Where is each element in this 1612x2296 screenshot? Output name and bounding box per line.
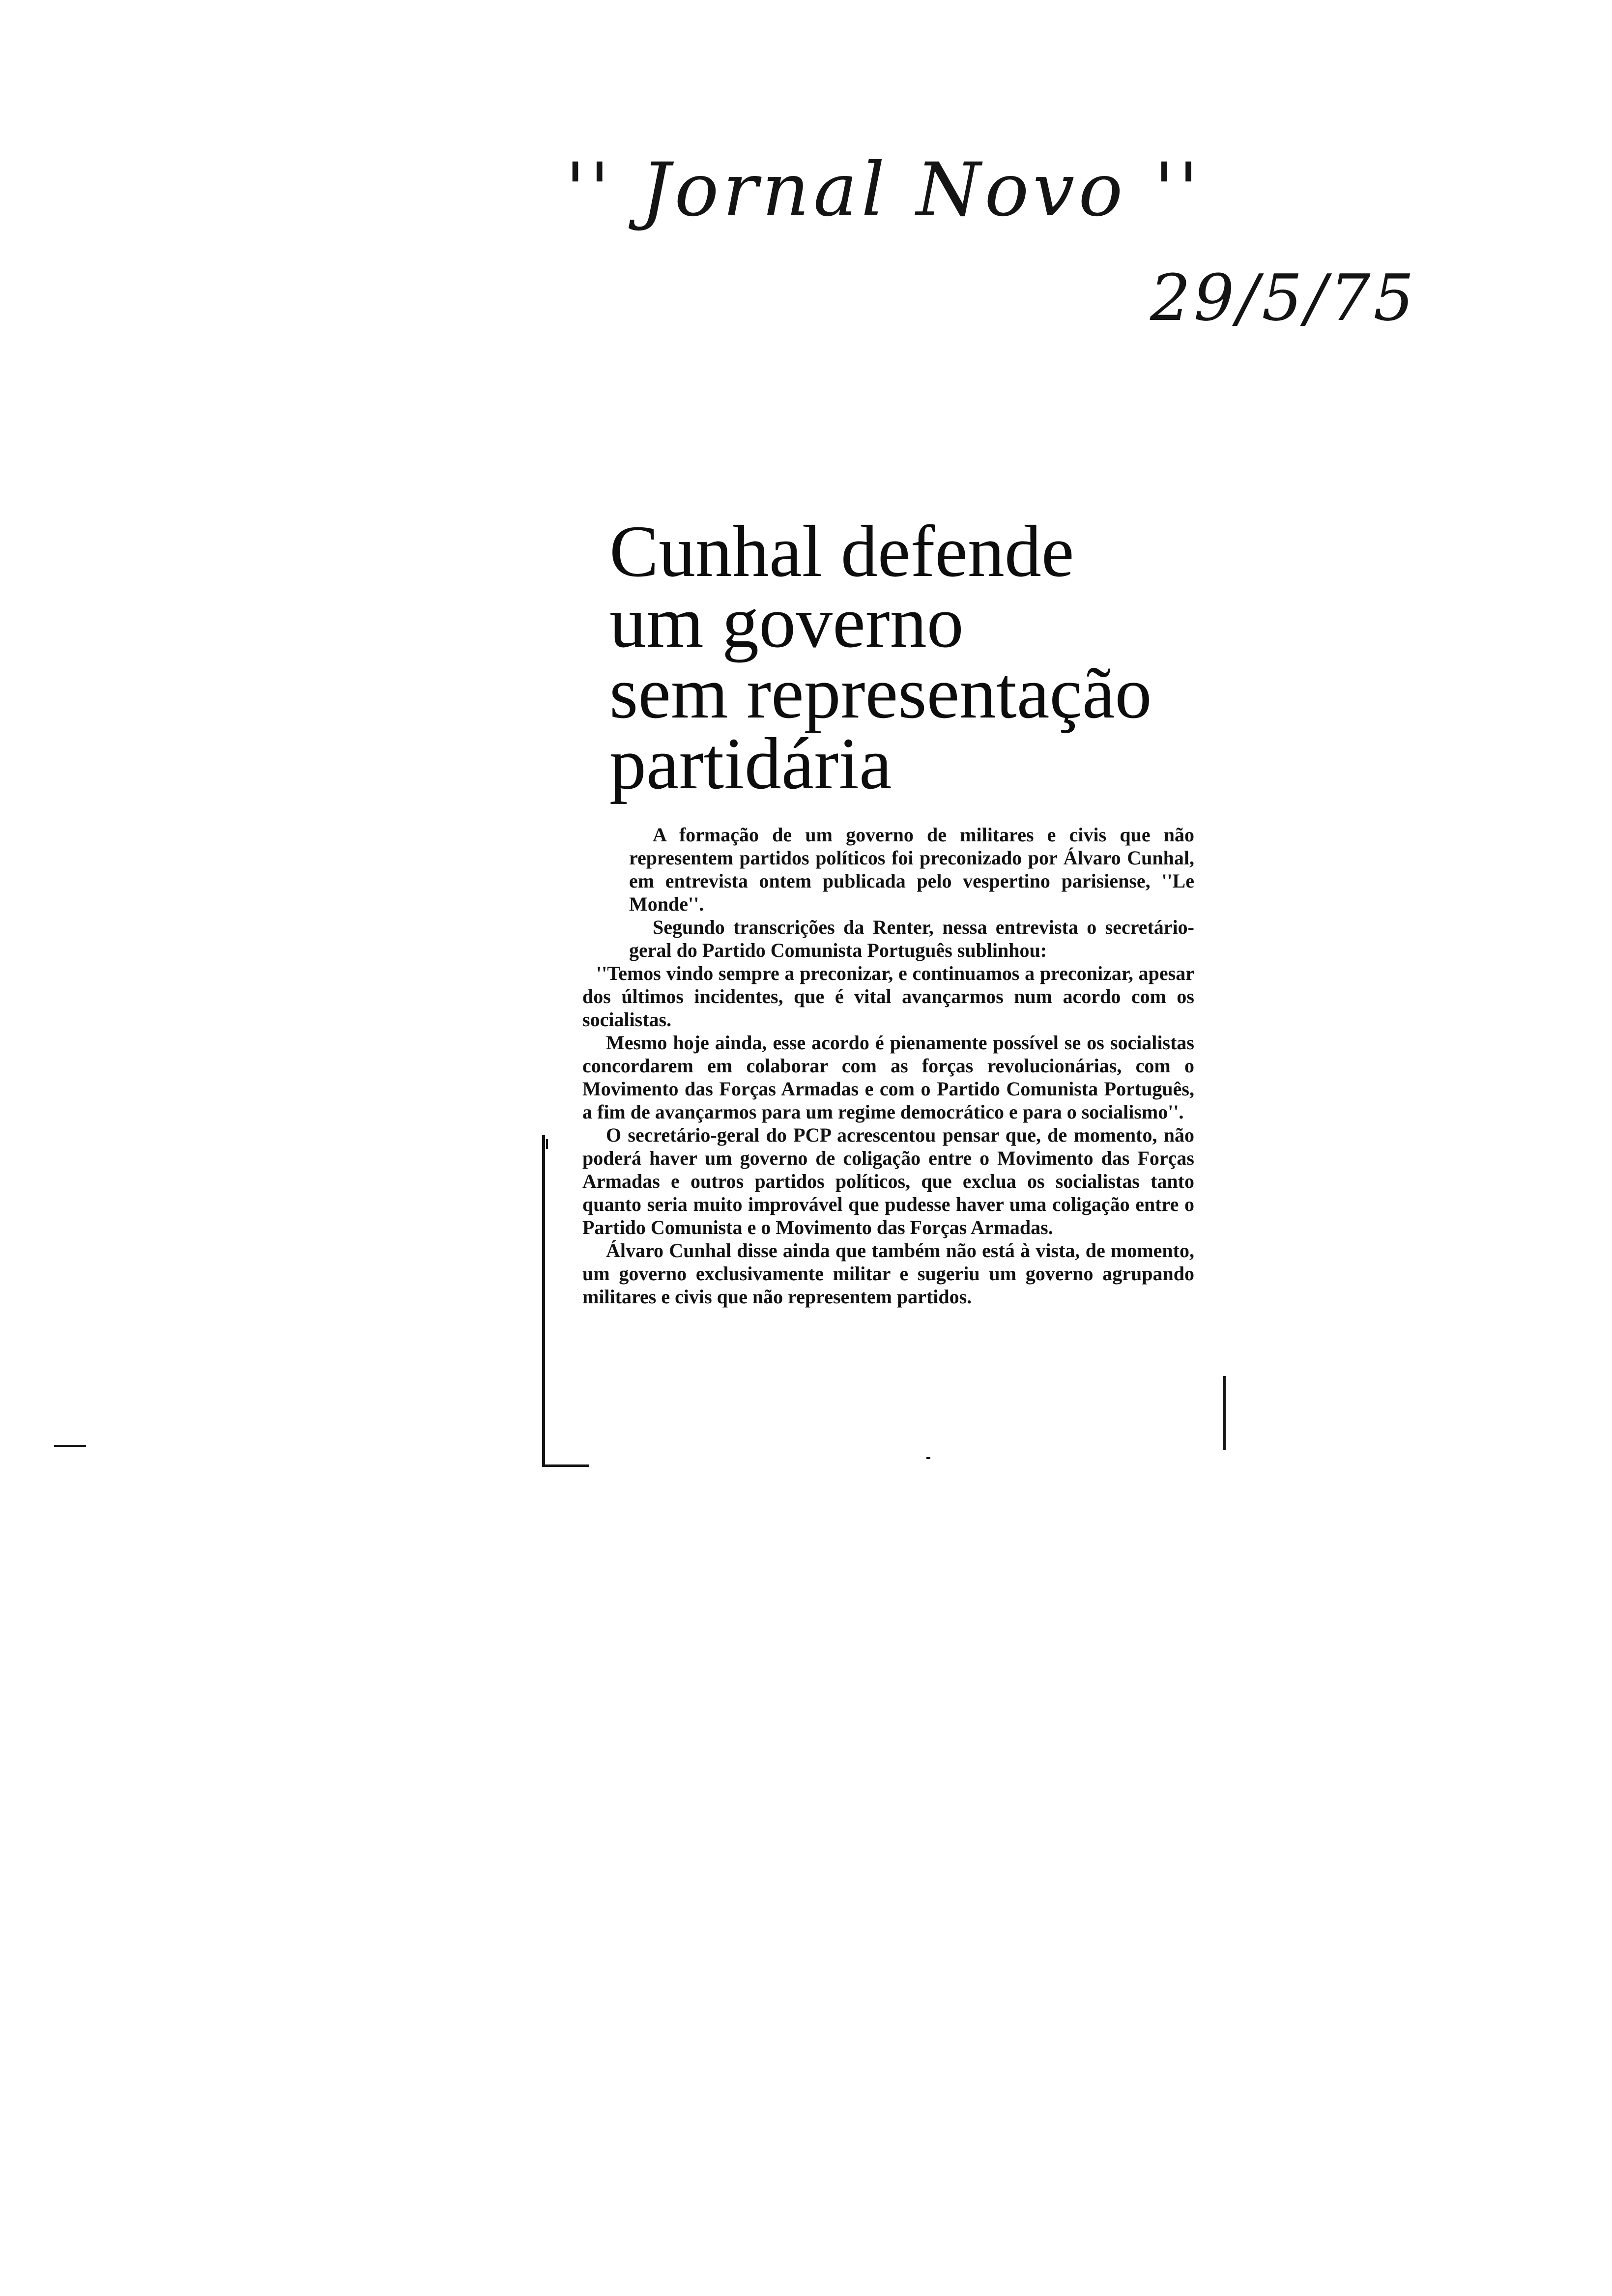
- article-paragraph: O secretário-geral do PCP acrescentou pensar que, de momento, não poderá haver um governo de coligação entre o Movimento das Forças Armadas e outros partidos políticos, que exclua os socialistas tanto quanto seria muito improvável que pudesse haver uma coligação entre o Partido Comunista e o Movimento das Forças Armadas.: [582, 1124, 1194, 1238]
- headline-line-1: Cunhal defende: [609, 511, 1074, 592]
- article-paragraph: Mesmo hoje ainda, esse acordo é pienamente possível se os socialistas concordarem em colaborar com as forças revolucionárias, com o Movimento das Forças Armadas e com o Partido Comunista Português, a fim de avançarmos para um regime democrático e para o socialismo''.: [582, 1032, 1194, 1123]
- article-headline: [609, 511, 1248, 804]
- handwritten-source-note: '' Jornal Novo '': [565, 147, 1203, 233]
- article-paragraph: Segundo transcrições da Renter, nessa entrevista o secretário-geral do Partido Comunista Português sublinhou:: [629, 916, 1194, 961]
- dot-mark: [926, 1457, 930, 1459]
- article-paragraph: Álvaro Cunhal disse ainda que também não está à vista, de momento, um governo exclusivamente militar e sugeriu um governo agrupando militares e civis que não representem partidos.: [582, 1239, 1194, 1308]
- margin-dash: [54, 1445, 86, 1447]
- handwritten-date-note: 29/5/75: [1150, 260, 1417, 335]
- clipping-left-rule: [542, 1135, 545, 1467]
- article-paragraph: A formação de um governo de militares e civis que não representem partidos políticos foi preconizado por Álvaro Cunhal, em entrevista ontem publicada pelo vespertino parisiense, ''Le Monde''.: [629, 824, 1194, 915]
- clipping-bottom-rule: [542, 1464, 589, 1467]
- tick-mark: [546, 1139, 548, 1149]
- article-body: [582, 823, 1194, 1308]
- article-paragraph: ''Temos vindo sempre a preconizar, e continuamos a preconizar, apesar dos últimos incidentes, que é vital avançarmos num acordo com os socialistas.: [582, 962, 1194, 1031]
- clipping-right-rule: [1223, 1376, 1226, 1450]
- headline-line-3: sem representação: [609, 652, 1152, 734]
- headline-line-4: partidária: [609, 723, 892, 804]
- headline-line-2: um governo: [609, 581, 964, 663]
